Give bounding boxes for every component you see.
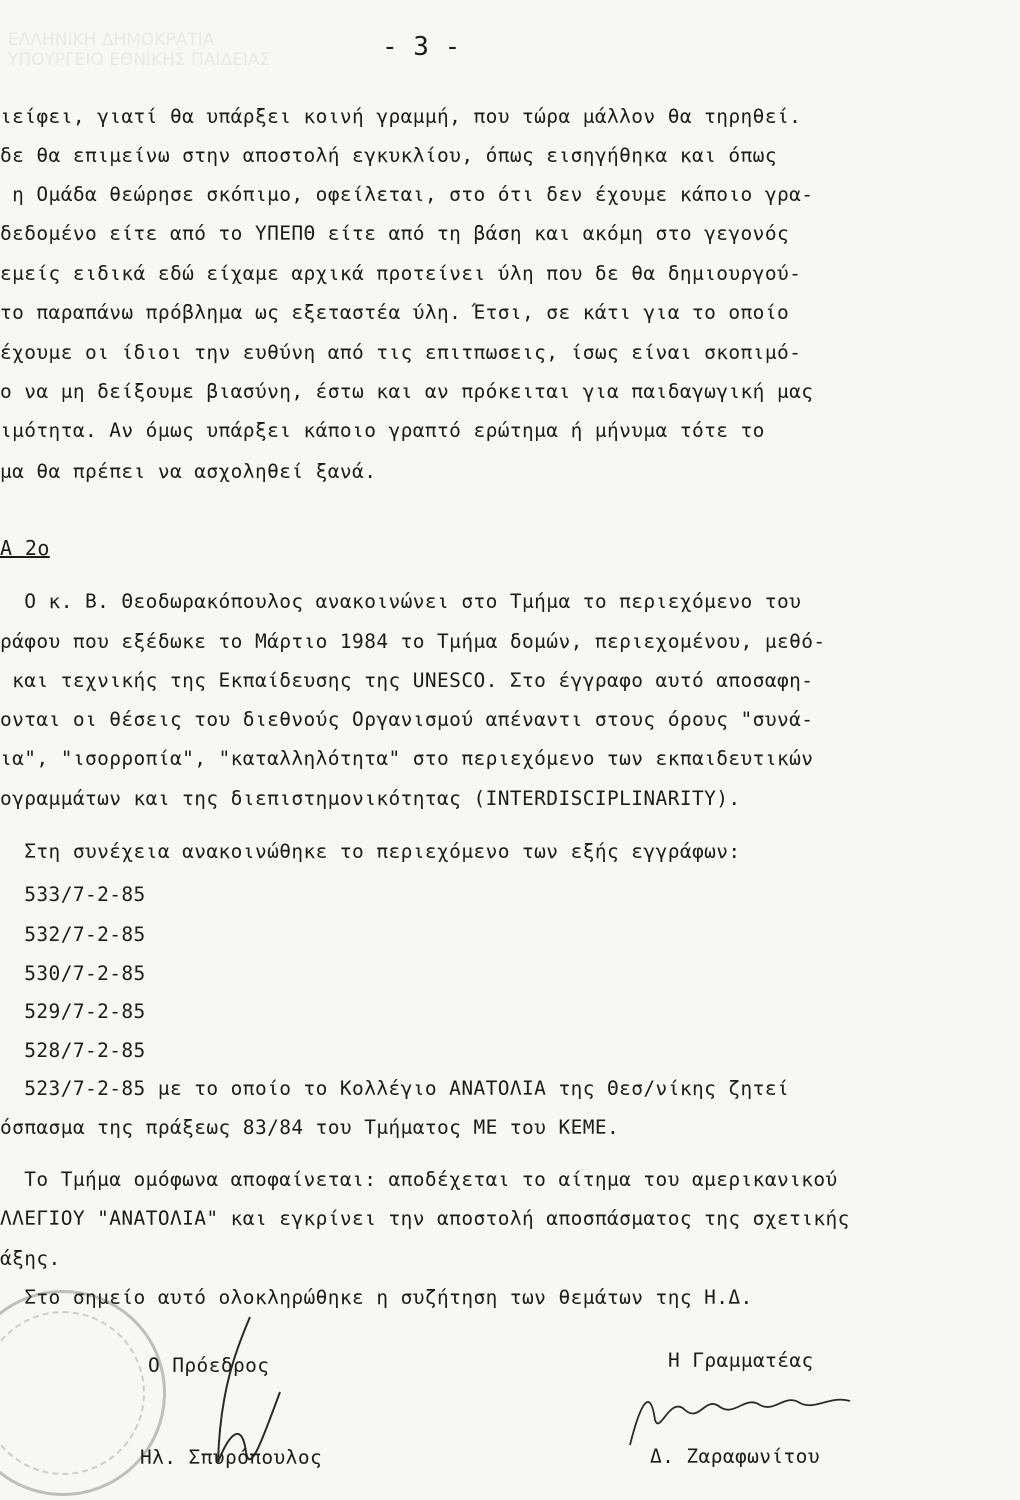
text-line: Ο κ. Β. Θεοδωρακόπουλος ανακοινώνει στο Τμήμα το περιεχόμενο του xyxy=(0,590,802,613)
text-line: μα θα πρέπει να ασχοληθεί ξανά. xyxy=(0,460,377,483)
document-reference: 533/7-2-85 xyxy=(0,883,146,906)
secretary-name: Δ. Ζαραφωνίτου xyxy=(650,1445,820,1468)
document-reference: 529/7-2-85 xyxy=(0,1000,146,1023)
text-line: όσπασμα της πράξεως 83/84 του Τμήματος ΜΕ του ΚΕΜΕ. xyxy=(0,1116,620,1139)
text-line: ράφου που εξέδωκε το Μάρτιο 1984 το Τμήμα δομών, περιεχομένου, μεθό- xyxy=(0,630,826,653)
text-line: Το Τμήμα ομόφωνα αποφαίνεται: αποδέχεται το αίτημα του αμερικανικού xyxy=(0,1168,838,1191)
text-line: ονται οι θέσεις του διεθνούς Οργανισμού απέναντι στους όρους "συνά- xyxy=(0,708,814,731)
text-line: εμείς ειδικά εδώ είχαμε αρχικά προτείνει ύλη που δε θα δημιουργού- xyxy=(0,262,802,285)
text-line: ογραμμάτων και της διεπιστημονικότητας (INTERDISCIPLINARITY). xyxy=(0,787,741,810)
president-title: Ο Πρόεδρος xyxy=(148,1354,270,1377)
text-line: άξης. xyxy=(0,1247,61,1270)
document-reference: 530/7-2-85 xyxy=(0,962,146,985)
text-line: το παραπάνω πρόβλημα ως εξεταστέα ύλη. Έτσι, σε κάτι για το οποίο xyxy=(0,301,790,324)
text-line: δε θα επιμείνω στην αποστολή εγκυκλίου, όπως εισηγήθηκα και όπως xyxy=(0,144,777,167)
document-reference: 523/7-2-85 με το οποίο το Κολλέγιο ΑΝΑΤΟΛΙΑ της Θεσ/νίκης ζητεί xyxy=(0,1077,790,1100)
secretary-signature xyxy=(610,1365,870,1455)
page-number: - 3 - xyxy=(382,32,461,62)
text-line: ια", "ισορροπία", "καταλληλότητα" στο περιεχόμενο των εκπαιδευτικών xyxy=(0,747,814,770)
document-reference: 528/7-2-85 xyxy=(0,1039,146,1062)
text-line: δεδομένο είτε από το ΥΠΕΠΘ είτε από τη βάση και ακόμη στο γεγονός xyxy=(0,222,790,245)
text-line: ο να μη δείξουμε βιασύνη, έστω και αν πρόκειται για παιδαγωγική μας xyxy=(0,380,814,403)
text-line: Στο σημείο αυτό ολοκληρώθηκε η συζήτηση των θεμάτων της Η.Δ. xyxy=(0,1286,753,1309)
text-line: ΛΛΕΓΙΟΥ "ΑΝΑΤΟΛΙΑ" και εγκρίνει την αποστολή αποσπάσματος της σχετικής xyxy=(0,1207,850,1230)
document-reference: 532/7-2-85 xyxy=(0,923,146,946)
text-line: ιμότητα. Αν όμως υπάρξει κάποιο γραπτό ερώτημα ή μήνυμα τότε το xyxy=(0,419,765,442)
section-heading: Α 2ο xyxy=(0,536,50,560)
president-name: Ηλ. Σπυρόπουλος xyxy=(140,1446,323,1469)
text-line: έχουμε οι ίδιοι την ευθύνη από τις επιτπωσεις, ίσως είναι σκοπιμό- xyxy=(0,341,802,364)
secretary-title: Η Γραμματέας xyxy=(668,1349,814,1372)
text-line: Στη συνέχεια ανακοινώθηκε το περιεχόμενο των εξής εγγράφων: xyxy=(0,840,741,863)
bleed-through-text: ΕΛΛΗΝΙΚΗ ΔΗΜΟΚΡΑΤΙΑ ΥΠΟΥΡΓΕΙΟ ΕΘΝΙΚΗΣ ΠΑΙΔΕΙΑΣ xyxy=(8,30,271,70)
text-line: η Ομάδα θεώρησε σκόπιμο, οφείλεται, στο ότι δεν έχουμε κάποιο γρα- xyxy=(0,183,814,206)
text-line: ιείφει, γιατί θα υπάρξει κοινή γραμμή, που τώρα μάλλον θα τηρηθεί. xyxy=(0,105,802,128)
text-line: και τεχνικής της Εκπαίδευσης της UNESCO. Στο έγγραφο αυτό αποσαφη- xyxy=(0,669,814,692)
